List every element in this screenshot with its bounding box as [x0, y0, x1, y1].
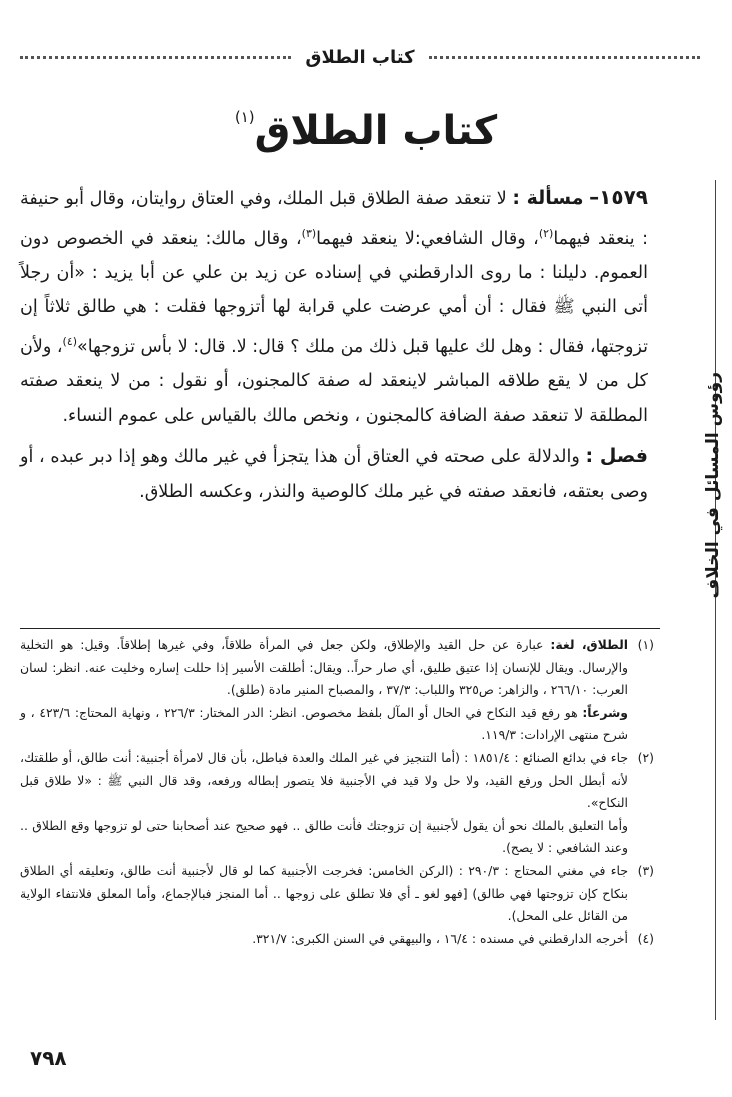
chapter-footnote-ref: (١): [234, 108, 255, 126]
issue-number: ١٥٧٩–: [589, 185, 648, 209]
footnotes: [20, 634, 654, 950]
footnote-number: (٢): [637, 749, 654, 765]
header-rule-left: [20, 56, 291, 59]
footnote-body: [20, 928, 628, 951]
footnote-text: هو رفع قيد النكاح في الحال أو المآل بلفظ مخصوص. انظر: الدر المختار: ٢٢٦/٣ ، ونهاية المحتاج: ٤٢٣/٦ ، و شرح منتهى الإرادات: ١١٩/٣.: [20, 704, 628, 743]
footnote-ref-2: (٢): [538, 226, 554, 240]
footnote-text: أخرجه الدارقطني في مسنده : ١٦/٤ ، والبيهقي في السنن الكبرى: ٣٢١/٧.: [252, 930, 628, 946]
footnote-body: [20, 747, 628, 860]
footnote-paragraph: [20, 928, 628, 951]
chapter-title-text: كتاب الطلاق: [254, 108, 498, 154]
footnote-text: جاء في مغني المحتاج : ٢٩٠/٣ : (الركن الخامس: فخرجت الأجنبية كما لو قال لأجنبية أنت طالق، وتعليقه أي الطلاق بنكاح كإن تزوجتها فهي طالق) [فهو لغو ـ أي فلا تطلق على زوجها .. أما المنجز فبالإجماع، وأما المعلق فلانتفاء الولاية من القائل على المحل).: [20, 862, 628, 924]
fasl-paragraph: [20, 439, 648, 509]
issue-label: مسألة :: [512, 187, 584, 209]
footnote-number: (٤): [637, 930, 654, 946]
footnote-text: وأما التعليق بالملك نحو أن يقول لأجنبية إن تزوجتك فأنت طالق .. فهو صحيح عند أصحابنا حتى لو تزوجها وقع الطلاق .. وعند الشافعي : لا يصح).: [20, 817, 628, 856]
footnote-text: جاء في بدائع الصنائع : ١٨٥١/٤ : (أما التنجيز في غير الملك والعدة فباطل، بأن قال لامرأة أجنبية: أنت طالق، أو طلقتك، لأنه أبطل الحل ورفع القيد، ولا حل ولا قيد في الأجنبية فلا يتصور إبطاله ورفعه، وقد قال النبي ﷺ : «لا طلاق قبل النكاح».: [20, 749, 629, 811]
side-title-text: رؤوس المسائل في الخلاف: [703, 371, 723, 599]
main-text: [20, 180, 648, 509]
fasl-text: والدلالة على صحته في العتاق أن هذا يتجزأ في غير مالك وهو إذا دبر عبده ، أو وصى بعتقه، فانعقد صفته في غير ملك كالوصية والنذر، وعكسه الطلاق.: [20, 447, 648, 502]
issue-text-a: لا تنعقد صفة الطلاق قبل الملك، وفي العتاق روايتان، وقال أبو حنيفة : ينعقد فيهما: [20, 189, 648, 249]
footnote-ref-4: (٤): [62, 334, 78, 348]
footnote-text: عبارة عن حل القيد والإطلاق، ولكن جعل في المرأة طلاقاً، وفي غيرها إطلاقاً. وقيل: هو التخلية والإرسال. ويقال للإنسان إذا عتيق طليق، أي صار حراً.. ويقال: أطلقت الأسير إذا حللت إساره وخليت عنه. انظر: لسان العرب: ٢٦٦/١٠ ، والزاهر: ص٣٢٥ واللباب: ٣٧/٣ ، والمصباح المنير مادة (طلق).: [20, 637, 628, 698]
fasl-label: فصل :: [585, 445, 648, 468]
footnote-paragraph: [20, 702, 628, 747]
running-header: [20, 40, 700, 74]
header-rule-right: [429, 56, 700, 59]
chapter-title: [0, 108, 732, 154]
page-number: ٧٩٨: [30, 1046, 67, 1070]
issue-text-d: ، ولأن كل من لا يقع طلاقه المباشر لاينعقد له صفة كالمجنون، أو نقول : من لا ينعقد صفته المطلقة لا تنعقد صفة الضافة كالمجنون ، ونخص مالك بالقياس على عموم النساء.: [20, 336, 648, 426]
footnote-1: [20, 634, 654, 747]
footnote-paragraph: [20, 634, 628, 702]
footnote-4: [20, 928, 654, 951]
side-title: [696, 360, 730, 610]
running-header-title: كتاب الطلاق: [305, 46, 415, 68]
footnote-body: [20, 860, 628, 928]
footnote-ref-3: (٣): [301, 226, 317, 240]
footnote-paragraph: [20, 860, 628, 928]
footnote-paragraph: [20, 815, 628, 860]
footnote-paragraph: [20, 747, 628, 815]
footnote-number: (١): [637, 637, 654, 652]
issue-text-b: ، وقال الشافعي:لا ينعقد فيهما: [316, 228, 539, 249]
footnote-term: الطلاق، لغة:: [550, 637, 629, 652]
issue-text-c: ، وقال مالك: ينعقد في الخصوص دون العموم. دليلنا : ما روى الدارقطني في إسناده عن زيد بن علي عن أبا يزيد : «أن رجلاً أتى النبي ﷺ فقال : أن أمي عرضت علي قرابة لها أتزوجها فقلت : هي طالق ثلاثاً إن تزوجتها، فقال : وهل لك عليها قبل ذلك من ملك ؟ قال: لا. قال: لا بأس تزوجها»: [20, 228, 648, 357]
footnote-body: [20, 634, 628, 747]
footnote-term: وشرعاً:: [582, 704, 628, 720]
footnote-3: [20, 860, 654, 928]
footnote-number: (٣): [637, 862, 654, 878]
issue-paragraph: [20, 180, 648, 433]
footnote-2: [20, 747, 654, 860]
footnote-rule: [20, 628, 660, 629]
